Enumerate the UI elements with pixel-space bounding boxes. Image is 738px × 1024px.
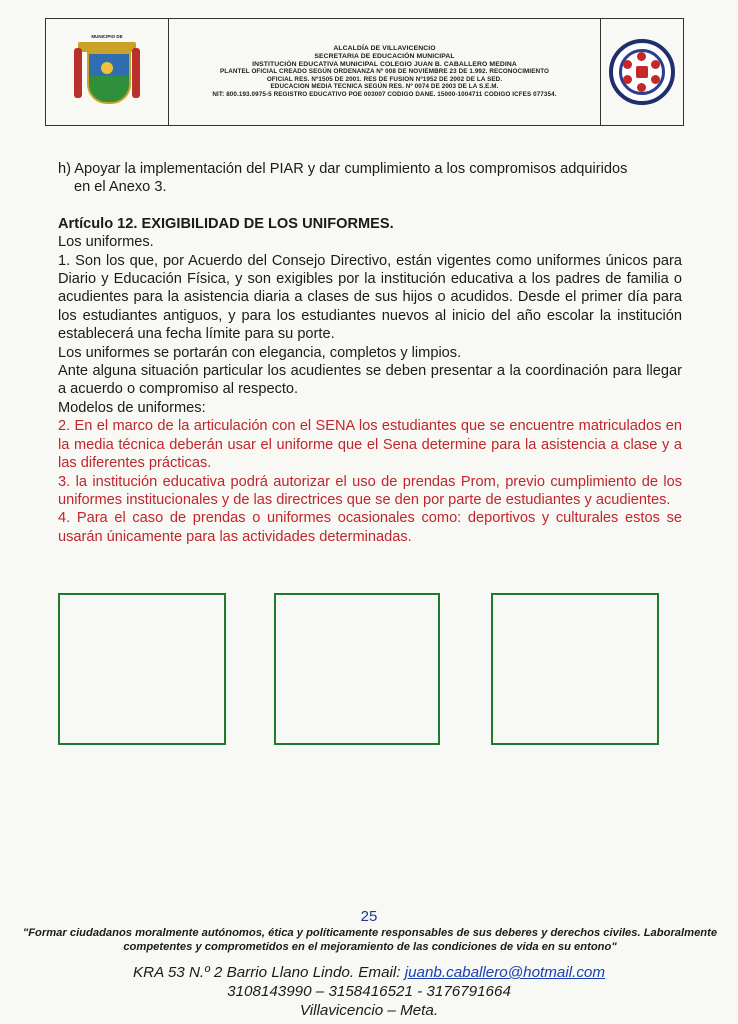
institution-seal-icon — [609, 39, 675, 105]
red-paragraph-4: 4. Para el caso de prendas o uniformes ocasionales como: deportivos y culturales estos se usarán únicamente para las actividades determinadas. — [58, 510, 682, 545]
models-heading: Modelos de uniformes: — [58, 399, 206, 416]
list-item-h-continuation: en el Anexo 3. — [74, 179, 167, 196]
municipal-crest-icon — [72, 34, 142, 110]
institution-motto — [14, 927, 726, 954]
uniform-image-box-2 — [274, 593, 440, 745]
article-title: Artículo 12. EXIGIBILIDAD DE LOS UNIFORMES. — [58, 215, 394, 232]
page-number: 25 — [360, 908, 378, 925]
address-line — [0, 963, 738, 982]
letterhead-line: ALCALDÍA DE VILLAVICENCIO — [333, 45, 436, 53]
uniform-image-box-3 — [491, 593, 659, 745]
motto-line-2: competentes y comprometidos en el mejoramiento de las condiciones de vida en su entono" — [123, 940, 617, 953]
crest-cell — [46, 19, 169, 125]
uniforms-heading: Los uniformes. — [58, 234, 154, 251]
contact-info — [0, 963, 738, 1020]
seal-cell — [601, 19, 683, 125]
paragraph-1: 1. Son los que, por Acuerdo del Consejo Directivo, están vigentes como uniformes únicos para Diario y Educación Física, y son exigibles por la institución educativa a los padres de familia o acudientes para la asistencia diaria a clases de sus hijos o acudidos. Desde el primer día para los estudiantes antiguos, y para los estudiantes nuevos al inicio del año escolar la institución establecerá una fecha límite para su porte. — [58, 252, 682, 343]
document-body — [58, 160, 682, 546]
city-line: Villavicencio – Meta. — [299, 1002, 439, 1019]
letterhead-text — [169, 19, 601, 125]
letterhead — [45, 18, 684, 126]
address-text: KRA 53 N.º 2 Barrio Llano Lindo. Email: — [132, 964, 405, 981]
crest-label: MUNICIPIO DE — [91, 34, 123, 39]
letterhead-line: OFICIAL RES. Nº1505 DE 2001. RES DE FUSION Nº1952 DE 2002 DE LA SED. — [266, 75, 503, 83]
motto-line-1: "Formar ciudadanos moralmente autónomos, ética y políticamente responsables de sus deberes y derechos civiles. Laboralmente — [22, 927, 718, 939]
red-paragraph-2: 2. En el marco de la articulación con el SENA los estudiantes que se encuentre matriculados en la media técnica deberán usar el uniforme que el Sena determine para la asistencia a clase y a las diferentes prácticas. — [58, 418, 682, 472]
letterhead-line: SECRETARIA DE EDUCACIÓN MUNICIPAL — [314, 53, 455, 61]
letterhead-line: INSTITUCIÓN EDUCATIVA MUNICIPAL COLEGIO JUAN B. CABALLERO MEDINA — [252, 60, 517, 68]
letterhead-line: PLANTEL OFICIAL CREADO SEGÚN ORDENANZA Nº 008 DE NOVIEMBRE 23 DE 1.992. RECONOCIMIENTO — [219, 68, 550, 76]
red-paragraph-3: 3. la institución educativa podrá autorizar el uso de prendas Prom, previo cumplimiento de los uniformes institucionales y de las directrices que se den por parte de estudiantes y acudientes. — [58, 473, 682, 508]
phone-line: 3108143990 – 3158416521 - 3176791664 — [227, 983, 511, 1000]
uniform-image-box-1 — [58, 593, 226, 745]
letterhead-line: NIT: 800.193.0975-5 REGISTRO EDUCATIVO POE 003007 CODIGO DANE. 15000-1004711 CODIGO ICFES 077354. — [212, 90, 557, 98]
list-item-h: h) Apoyar la implementación del PIAR y dar cumplimiento a los compromisos adquiridos — [58, 161, 628, 177]
letterhead-line: EDUCACION MEDIA TECNICA SEGÚN RES. Nº 0074 DE 2003 DE LA S.E.M. — [270, 83, 499, 91]
paragraph-3: Ante alguna situación particular los acudientes se deben presentar a la coordinación para llegar a acuerdo o compromiso al respecto. — [58, 363, 682, 398]
email-link[interactable]: juanb.caballero@hotmail.com — [404, 964, 606, 981]
paragraph-2: Los uniformes se portarán con elegancia, completos y limpios. — [58, 344, 462, 361]
